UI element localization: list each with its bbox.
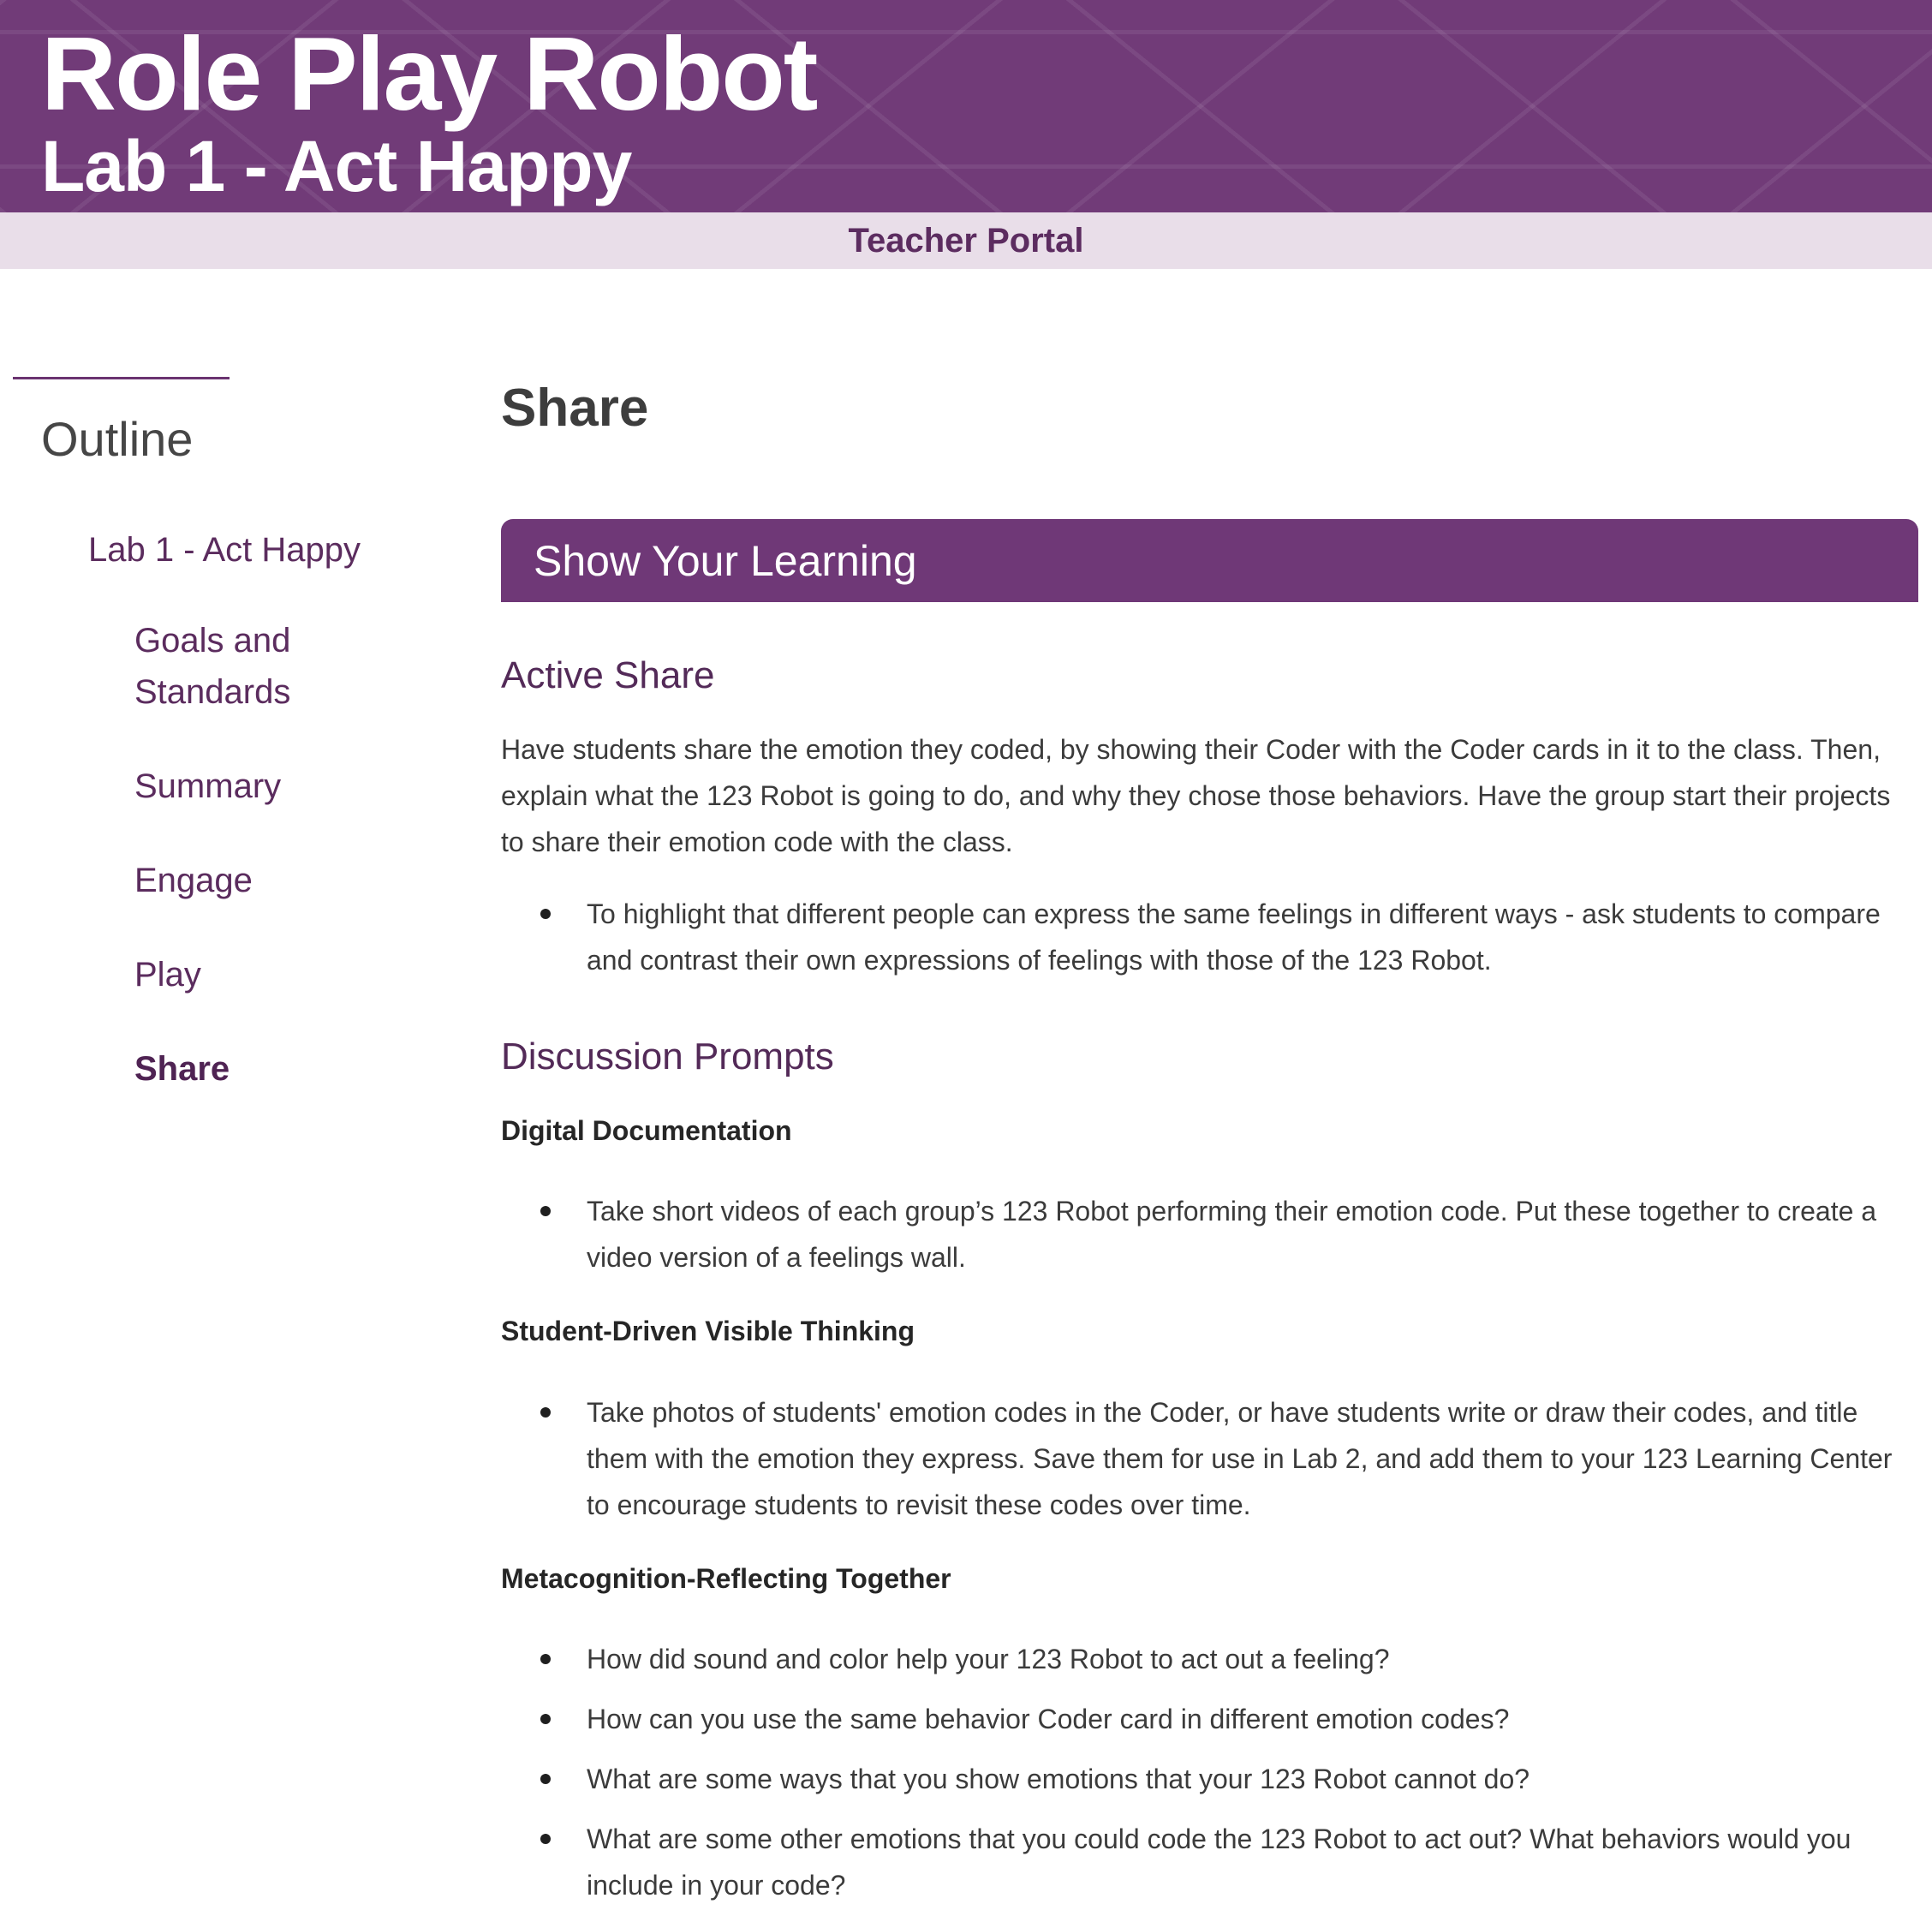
outline-divider (13, 377, 230, 379)
prompt-group-title-student-driven-visible-thinking: Student-Driven Visible Thinking (501, 1316, 915, 1347)
discussion-prompts-heading: Discussion Prompts (501, 1036, 834, 1078)
sidebar-item-share[interactable] (134, 1043, 374, 1095)
sidebar-item-goals-and-standards[interactable] (134, 615, 374, 718)
sidebar-item-play[interactable] (134, 949, 374, 1000)
active-share-intro: Have students share the emotion they coded, by showing their Coder with the Coder cards in it to the class. Then, explain what the 123 Robot is going to do, and why they chose those behaviors. Have the group start their projects to share their emotion code with the class. (501, 734, 1891, 858)
portal-bar (0, 212, 1932, 269)
sidebar-link-summary[interactable]: Summary (134, 767, 282, 806)
sidebar-item-lab1[interactable] (88, 524, 501, 1095)
student-driven-visible-thinking-bullets (501, 1389, 1918, 1528)
outline-nav (88, 524, 501, 1095)
sidebar-link-engage[interactable]: Engage (134, 862, 253, 900)
sidebar-link-play[interactable]: Play (134, 956, 201, 994)
list-item: Take photos of students' emotion codes in the Coder, or have students write or draw their codes, and title them with the emotion they express. Save them for use in Lab 2, and add them to your 123 Learning Center to encourage students to revisit these codes over time. (501, 1389, 1918, 1528)
digital-documentation-bullets (501, 1188, 1918, 1280)
sidebar-link-lab1[interactable]: Lab 1 - Act Happy (88, 531, 361, 570)
list-item: How did sound and color help your 123 Robot to act out a feeling? (501, 1636, 1918, 1682)
active-share-heading: Active Share (501, 654, 715, 697)
list-item: What are some ways that you show emotions that your 123 Robot cannot do? (501, 1756, 1918, 1802)
sidebar-link-share[interactable]: Share (134, 1050, 230, 1089)
outline-sidebar (0, 269, 501, 1137)
outline-title: Outline (41, 412, 194, 466)
main-content (501, 269, 1918, 1922)
metacognition-bullets (501, 1636, 1918, 1908)
list-item: How can you use the same behavior Coder card in different emotion codes? (501, 1696, 1918, 1742)
hero-banner (0, 0, 1932, 212)
list-item: Take short videos of each group’s 123 Robot performing their emotion code. Put these together to create a video version of a feelings wall. (501, 1188, 1918, 1280)
outline-sublist (88, 615, 374, 1095)
banner-title: Show Your Learning (534, 536, 917, 585)
list-item: To highlight that different people can express the same feelings in different ways - ask students to compare and contrast their own expressions of feelings with those of the 123 Robot. (501, 891, 1918, 983)
page-layout (0, 269, 1932, 1922)
sidebar-item-summary[interactable] (134, 761, 374, 812)
sidebar-item-engage[interactable] (134, 855, 374, 906)
app-title: Role Play Robot (41, 15, 817, 132)
portal-label: Teacher Portal (848, 221, 1084, 260)
prompt-group-title-metacognition-reflecting-together: Metacognition-Reflecting Together (501, 1562, 951, 1594)
lesson-subtitle: Lab 1 - Act Happy (41, 126, 632, 207)
outline-list (88, 524, 501, 1095)
list-item: What are some other emotions that you could code the 123 Robot to act out? What behaviors would you include in your code? (501, 1816, 1918, 1908)
show-your-learning-banner (501, 519, 1918, 602)
active-share-bullets (501, 891, 1918, 983)
sidebar-link-goals-and-standards[interactable]: Goals and Standards (134, 622, 291, 712)
prompt-group-title-digital-documentation: Digital Documentation (501, 1114, 792, 1146)
page-title: Share (501, 379, 649, 438)
